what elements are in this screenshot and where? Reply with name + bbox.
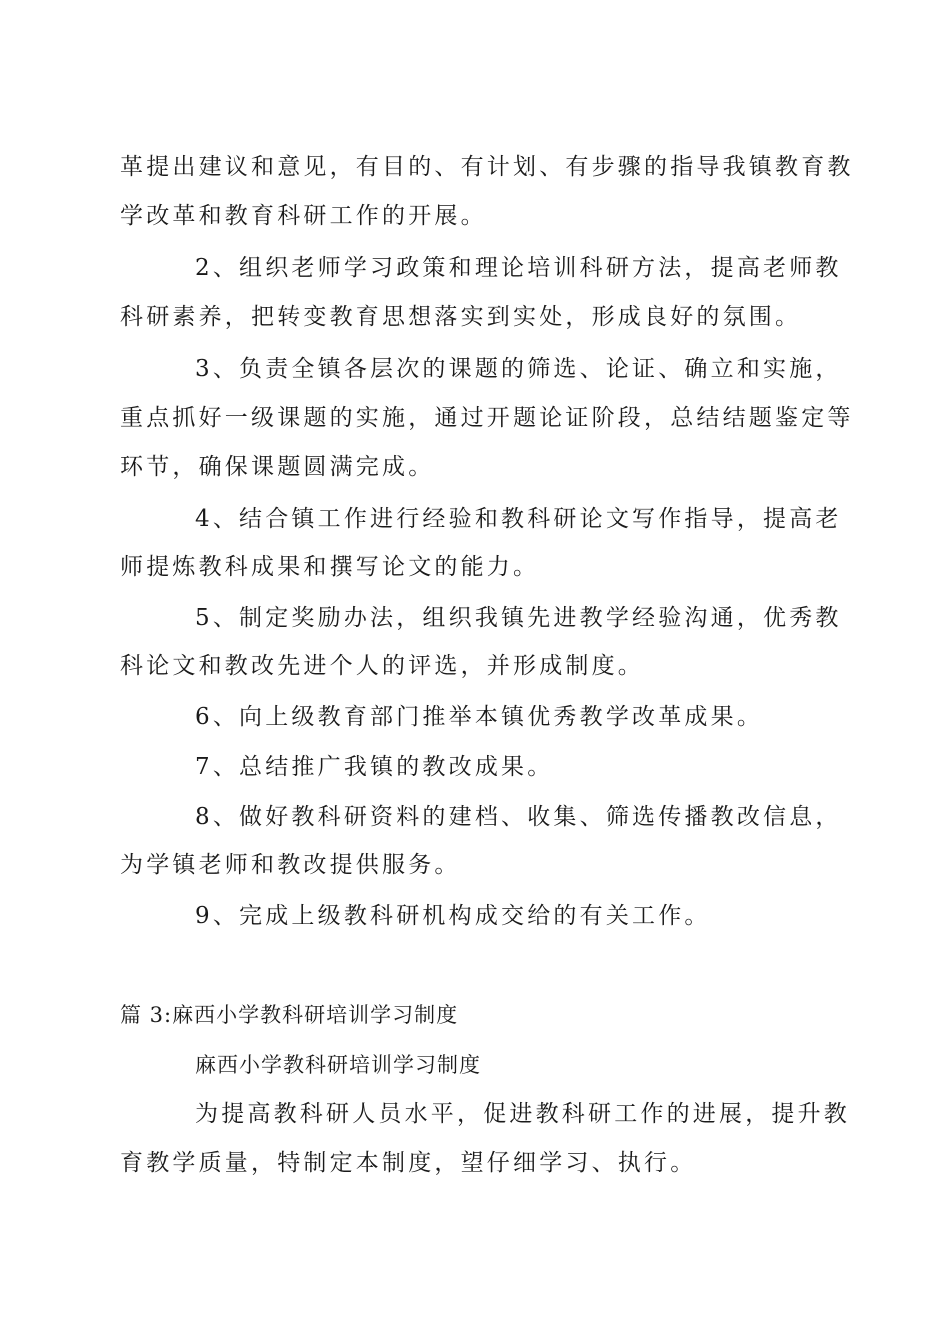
list-item-6: 6、向上级教育部门推举本镇优秀教学改革成果。 [195,704,764,730]
list-item-2: 2、组织老师学习政策和理论培训科研方法，提高老师教 [195,255,842,281]
section-heading: 篇 3:麻西小学教科研培训学习制度 [120,1003,459,1027]
section-subtitle: 麻西小学教科研培训学习制度 [195,1053,481,1077]
list-item-5: 5、制定奖励办法，组织我镇先进教学经验沟通，优秀教 [195,605,842,631]
paragraph-line: 革提出建议和意见，有目的、有计划、有步骤的指导我镇教育教 [120,154,854,180]
list-item-3-cont: 环节，确保课题圆满完成。 [120,454,435,480]
list-item-2-cont: 科研素养，把转变教育思想落实到实处，形成良好的氛围。 [120,304,802,330]
list-item-8-cont: 为学镇老师和教改提供服务。 [120,852,461,878]
list-item-3: 3、负责全镇各层次的课题的筛选、论证、确立和实施， [195,356,842,382]
list-item-7: 7、总结推广我镇的教改成果。 [195,754,554,780]
paragraph-line: 学改革和教育科研工作的开展。 [120,203,487,229]
list-item-8: 8、做好教科研资料的建档、收集、筛选传播教改信息， [195,804,842,830]
list-item-4-cont: 师提炼教科成果和撰写论文的能力。 [120,554,540,580]
list-item-9: 9、完成上级教科研机构成交给的有关工作。 [195,903,711,929]
list-item-3-cont: 重点抓好一级课题的实施，通过开题论证阶段，总结结题鉴定等 [120,405,854,431]
list-item-4: 4、结合镇工作进行经验和教科研论文写作指导，提高老 [195,506,842,532]
intro-paragraph: 为提高教科研人员水平，促进教科研工作的进展，提升教 [195,1101,850,1127]
intro-paragraph-cont: 育教学质量，特制定本制度，望仔细学习、执行。 [120,1150,697,1176]
list-item-5-cont: 科论文和教改先进个人的评选，并形成制度。 [120,653,644,679]
